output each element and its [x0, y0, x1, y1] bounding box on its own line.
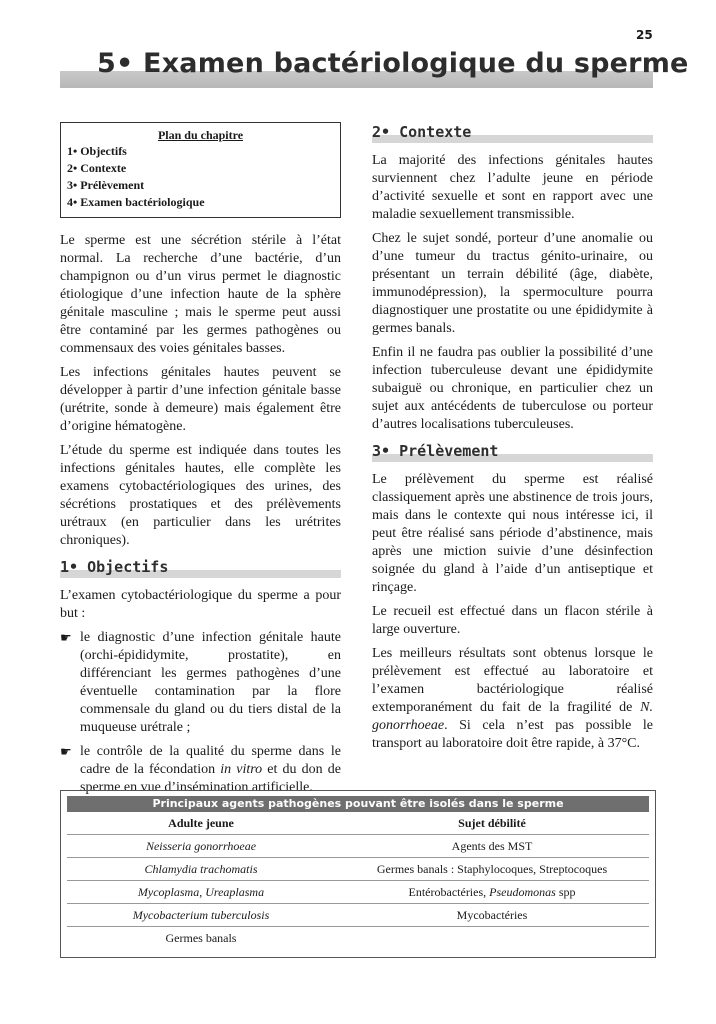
table-cell: Neisseria gonorrhoeae — [67, 835, 335, 858]
plan-item: 2• Contexte — [67, 161, 127, 175]
table-cell: Agents des MST — [335, 835, 649, 858]
pointing-hand-icon: ☛ — [60, 630, 72, 645]
table-cell: Germes banals — [165, 930, 237, 945]
table-cell: Mycoplasma, Ureaplasma — [67, 881, 335, 904]
plan-item: 4• Examen bactériologique — [67, 195, 205, 209]
bullet-item — [60, 629, 341, 737]
chapter-title: 5• Examen bactériologique du sperme — [97, 48, 689, 79]
heading-text: 1• Objectifs — [60, 558, 169, 576]
pointing-hand-icon: ☛ — [60, 744, 72, 759]
table-cell: Mycobacterium tuberculosis — [67, 904, 335, 927]
left-column — [60, 122, 341, 803]
chapter-plan-box — [60, 122, 341, 218]
column-header: Adulte jeune — [67, 812, 335, 835]
plan-item: 1• Objectifs — [67, 144, 127, 158]
intro-paragraph: L’étude du sperme est indiquée dans toutes les infections génitales hautes, elle complète les examens cytobactériologiques des urines, des sécrétions prostatiques et des prélèvements urétraux (en particulier dans les urétrites chroniques). — [60, 443, 341, 548]
table-row — [67, 858, 649, 881]
table-row — [67, 904, 649, 927]
plan-title: Plan du chapitre — [157, 128, 244, 142]
table-cell — [335, 927, 649, 950]
section-heading-contexte — [372, 123, 653, 143]
table-cell: Chlamydia trachomatis — [67, 858, 335, 881]
bullet-item — [60, 743, 341, 797]
page-number: 25 — [636, 28, 653, 42]
plan-item: 3• Prélèvement — [67, 178, 145, 192]
table-cell: Entérobactéries, Pseudomonas spp — [335, 881, 649, 904]
intro-paragraph: Les infections génitales hautes peuvent se développer à partir d’une infection génitale basse (urétrite, sonde à demeure) mais également être d’origine hématogène. — [60, 365, 341, 434]
contexte-paragraph: Chez le sujet sondé, porteur d’une anomalie ou d’une tumeur du tractus génito-urinaire, ou présentant un terrain débilité (âge, diabète, immunodépression), la spermoculture pourra diagnostiquer une prostatite ou une épididymite à germes banals. — [372, 231, 653, 336]
prelevement-paragraph: Les meilleurs résultats sont obtenus lorsque le prélèvement est effectué au laboratoire et l’examen bactériologique réalisé extemporanément du fait de la fragilité de N. gonorrhoeae. Si cela n’est pas possible le transport au laboratoire doit être rapide, à 37°C. — [372, 646, 653, 751]
contexte-paragraph: La majorité des infections génitales hautes surviennent chez l’adulte jeune en période d’activité sexuelle et sont en rapport avec une maladie sexuellement transmissible. — [372, 153, 653, 222]
column-header: Sujet débilité — [335, 812, 649, 835]
prelevement-paragraph: Le recueil est effectué dans un flacon stérile à large ouverture. — [372, 604, 653, 637]
section-heading-objectifs — [60, 558, 341, 578]
pathogens-table-box — [60, 790, 656, 958]
contexte-paragraph: Enfin il ne faudra pas oublier la possibilité d’une infection tuberculeuse devant une épididymite subaiguë ou chronique, en particulier chez un sujet aux antécédents de tuberculose ou porteur d’autres localisations tuberculeuses. — [372, 345, 653, 432]
pathogens-table — [67, 812, 649, 949]
table-row — [67, 881, 649, 904]
section-heading-prelevement — [372, 442, 653, 462]
table-title: Principaux agents pathogènes pouvant être isolés dans le sperme — [67, 796, 649, 812]
heading-text: 2• Contexte — [372, 123, 472, 141]
table-cell: Germes banals : Staphylocoques, Streptocoques — [335, 858, 649, 881]
prelevement-paragraph: Le prélèvement du sperme est réalisé classiquement après une abstinence de trois jours, mais dans le contexte qui nous intéresse ici, il peut être réalisé sans période d’abstinence, mais après une miction suivie d’une désinfection soignée du gland à l’aide d’un antiseptique et rinçage. — [372, 472, 653, 595]
intro-paragraph: Le sperme est une sécrétion stérile à l’état normal. La recherche d’une bactérie, d’un champignon ou d’un virus permet le diagnostic étiologique d’une infection haute de la sphère génitale masculine ; mais le sperme peut aussi être contaminé par les germes pathogènes ou commensaux des voies génitales basses. — [60, 233, 341, 356]
heading-text: 3• Prélèvement — [372, 442, 499, 460]
objectifs-lead: L’examen cytobactériologique du sperme a pour but : — [60, 588, 341, 621]
table-cell: Mycobactéries — [335, 904, 649, 927]
bullet-text: le diagnostic d’une infection génitale haute (orchi-épididymite, prostatite), en différenciant les germes pathogènes d’une éventuelle contamination par la flore commensale du gland ou du tiers distal de la muqueuse urétrale ; — [80, 630, 341, 735]
right-column — [372, 123, 653, 759]
bullet-text: le contrôle de la qualité du sperme dans le cadre de la fécondation in vitro et du don de sperme en vue d’insémination artificielle. — [80, 744, 341, 795]
table-header-row — [67, 812, 649, 835]
table-row — [67, 927, 649, 950]
table-row — [67, 835, 649, 858]
